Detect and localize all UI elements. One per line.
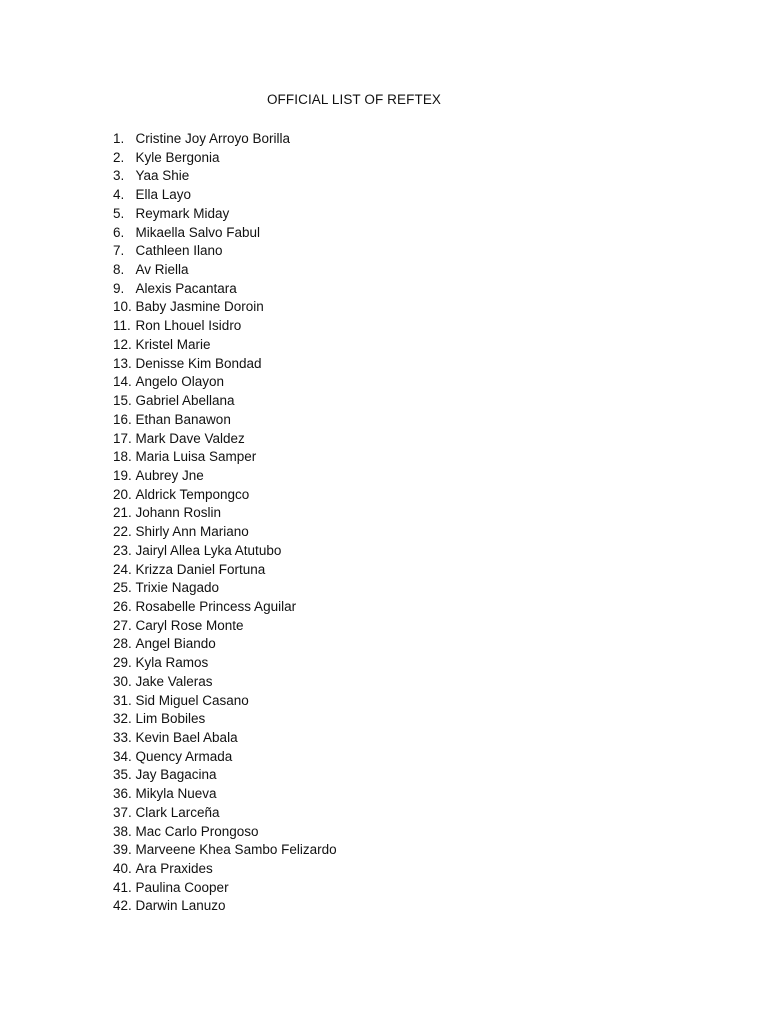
list-item bbox=[113, 504, 337, 523]
list-item bbox=[113, 205, 337, 224]
list-item bbox=[113, 804, 337, 823]
list-item-name: Krizza Daniel Fortuna bbox=[135, 561, 266, 577]
list-item bbox=[113, 130, 337, 149]
list-item-name: Angelo Olayon bbox=[135, 374, 225, 390]
list-item bbox=[113, 167, 337, 186]
list-item bbox=[113, 411, 337, 430]
list-item-name: Mark Dave Valdez bbox=[135, 430, 245, 446]
list-item-number: 37. bbox=[113, 804, 132, 820]
list-item-number: 17. bbox=[113, 430, 132, 446]
list-item bbox=[113, 654, 337, 673]
list-item-name: Kyla Ramos bbox=[135, 655, 209, 671]
list-item-number: 4. bbox=[113, 187, 125, 203]
list-item-number: 23. bbox=[113, 542, 132, 558]
list-item-name: Ron Lhouel Isidro bbox=[135, 318, 242, 334]
list-item-name: Sid Miguel Casano bbox=[135, 692, 249, 708]
list-item-number: 28. bbox=[113, 636, 132, 652]
list-item-name: Darwin Lanuzo bbox=[135, 898, 226, 914]
list-item-name: Denisse Kim Bondad bbox=[135, 355, 262, 371]
list-item bbox=[113, 841, 337, 860]
list-item-name: Kyle Bergonia bbox=[135, 149, 220, 165]
list-item-number: 25. bbox=[113, 580, 132, 596]
list-item-number: 33. bbox=[113, 730, 132, 745]
list-item bbox=[113, 897, 337, 916]
list-item-number: 15. bbox=[113, 393, 132, 409]
list-item-name: Aubrey Jne bbox=[135, 467, 204, 483]
list-item bbox=[113, 186, 337, 205]
list-item-name: Ara Praxides bbox=[135, 861, 213, 877]
list-item bbox=[113, 766, 337, 785]
list-item-name: Reymark Miday bbox=[135, 205, 230, 221]
list-item bbox=[113, 673, 337, 692]
list-item bbox=[113, 261, 337, 280]
list-item bbox=[113, 355, 337, 374]
list-item-number: 34. bbox=[113, 748, 132, 764]
list-item-number: 6. bbox=[113, 224, 125, 240]
name-list bbox=[113, 130, 337, 916]
list-item bbox=[113, 298, 337, 317]
list-item bbox=[113, 710, 337, 729]
list-item-number: 20. bbox=[113, 486, 132, 502]
list-item-number: 29. bbox=[113, 655, 132, 671]
list-item-number: 21. bbox=[113, 505, 132, 521]
list-item-number: 10. bbox=[113, 299, 132, 315]
list-item-number: 11. bbox=[113, 318, 131, 334]
list-item bbox=[113, 692, 337, 711]
list-item-name: Caryl Rose Monte bbox=[135, 617, 244, 633]
list-item-name: Quency Armada bbox=[135, 748, 233, 764]
list-item bbox=[113, 860, 337, 879]
list-item-number: 7. bbox=[113, 243, 125, 259]
list-item-number: 39. bbox=[113, 842, 132, 858]
list-item-number: 38. bbox=[113, 823, 132, 839]
list-item-number: 40. bbox=[113, 861, 132, 877]
list-item bbox=[113, 486, 337, 505]
list-item bbox=[113, 317, 337, 336]
list-item bbox=[113, 823, 337, 842]
list-item-number: 9. bbox=[113, 280, 125, 296]
list-item bbox=[113, 448, 337, 467]
list-item-number: 42. bbox=[113, 898, 132, 914]
list-item bbox=[113, 785, 337, 804]
list-item-number: 12. bbox=[113, 336, 132, 352]
list-item bbox=[113, 280, 337, 299]
list-item-name: Ella Layo bbox=[135, 187, 192, 203]
list-item-name: Baby Jasmine Doroin bbox=[135, 299, 264, 315]
list-item-name: Cathleen Ilano bbox=[135, 243, 223, 259]
list-item bbox=[113, 729, 337, 748]
list-item-number: 26. bbox=[113, 598, 132, 614]
list-item-name: Alexis Pacantara bbox=[135, 280, 237, 296]
list-item-name: Av Riella bbox=[135, 262, 189, 278]
list-item-name: Shirly Ann Mariano bbox=[135, 524, 249, 540]
list-item bbox=[113, 617, 337, 636]
list-item bbox=[113, 635, 337, 654]
list-item bbox=[113, 336, 337, 355]
list-item-name: Jairyl Allea Lyka Atutubo bbox=[135, 542, 282, 558]
list-item bbox=[113, 224, 337, 243]
list-item-name: Maria Luisa Samper bbox=[135, 449, 257, 465]
list-item-number: 19. bbox=[113, 467, 132, 483]
list-item-name: Jake Valeras bbox=[135, 673, 213, 689]
list-item bbox=[113, 579, 337, 598]
list-item-name: Lim Bobiles bbox=[135, 711, 206, 727]
list-item-name: Mac Carlo Prongoso bbox=[135, 823, 259, 839]
list-item bbox=[113, 392, 337, 411]
list-item bbox=[113, 748, 337, 767]
list-item-number: 32. bbox=[113, 711, 132, 727]
list-item-name: Kristel Marie bbox=[135, 336, 211, 352]
list-item-number: 22. bbox=[113, 524, 132, 540]
list-item-name: Marveene Khea Sambo Felizardo bbox=[135, 842, 337, 858]
list-item-name: Mikaella Salvo Fabul bbox=[135, 224, 261, 240]
list-item bbox=[113, 467, 337, 486]
list-item bbox=[113, 598, 337, 617]
list-item-name: Yaa Shie bbox=[135, 168, 190, 184]
list-item-number: 36. bbox=[113, 786, 132, 802]
list-item bbox=[113, 373, 337, 392]
list-item-name: Rosabelle Princess Aguilar bbox=[135, 598, 297, 614]
list-item-number: 3. bbox=[113, 168, 125, 184]
list-item-number: 41. bbox=[113, 879, 132, 895]
list-item-name: Johann Roslin bbox=[135, 505, 222, 521]
list-item-number: 16. bbox=[113, 411, 132, 427]
list-item bbox=[113, 523, 337, 542]
list-item-name: Paulina Cooper bbox=[135, 879, 229, 895]
list-item-name: Kevin Bael Abala bbox=[135, 730, 238, 745]
list-item bbox=[113, 542, 337, 561]
list-item bbox=[113, 561, 337, 580]
list-item-number: 18. bbox=[113, 449, 132, 465]
list-item-name: Cristine Joy Arroyo Borilla bbox=[135, 131, 291, 146]
list-item-number: 5. bbox=[113, 205, 125, 221]
list-item-name: Clark Larceña bbox=[135, 804, 220, 820]
list-item-name: Gabriel Abellana bbox=[135, 393, 235, 409]
list-item-name: Trixie Nagado bbox=[135, 580, 220, 596]
list-item-name: Jay Bagacina bbox=[135, 767, 217, 783]
list-item-number: 35. bbox=[113, 767, 132, 783]
list-item-number: 8. bbox=[113, 262, 125, 278]
list-item bbox=[113, 149, 337, 168]
list-item-number: 31. bbox=[113, 692, 132, 708]
list-item-name: Angel Biando bbox=[135, 636, 216, 652]
list-item-number: 27. bbox=[113, 617, 132, 633]
list-item-number: 13. bbox=[113, 355, 132, 371]
list-item-number: 30. bbox=[113, 673, 132, 689]
list-item bbox=[113, 879, 337, 898]
list-item-number: 14. bbox=[113, 374, 132, 390]
list-item-name: Aldrick Tempongco bbox=[135, 486, 250, 502]
list-item-number: 2. bbox=[113, 149, 125, 165]
list-item bbox=[113, 242, 337, 261]
list-item-name: Mikyla Nueva bbox=[135, 786, 217, 802]
list-item-number: 1. bbox=[113, 131, 125, 146]
list-item-name: Ethan Banawon bbox=[135, 411, 231, 427]
list-item bbox=[113, 430, 337, 449]
document-title: OFFICIAL LIST OF REFTEX bbox=[266, 92, 442, 107]
list-item-number: 24. bbox=[113, 561, 132, 577]
